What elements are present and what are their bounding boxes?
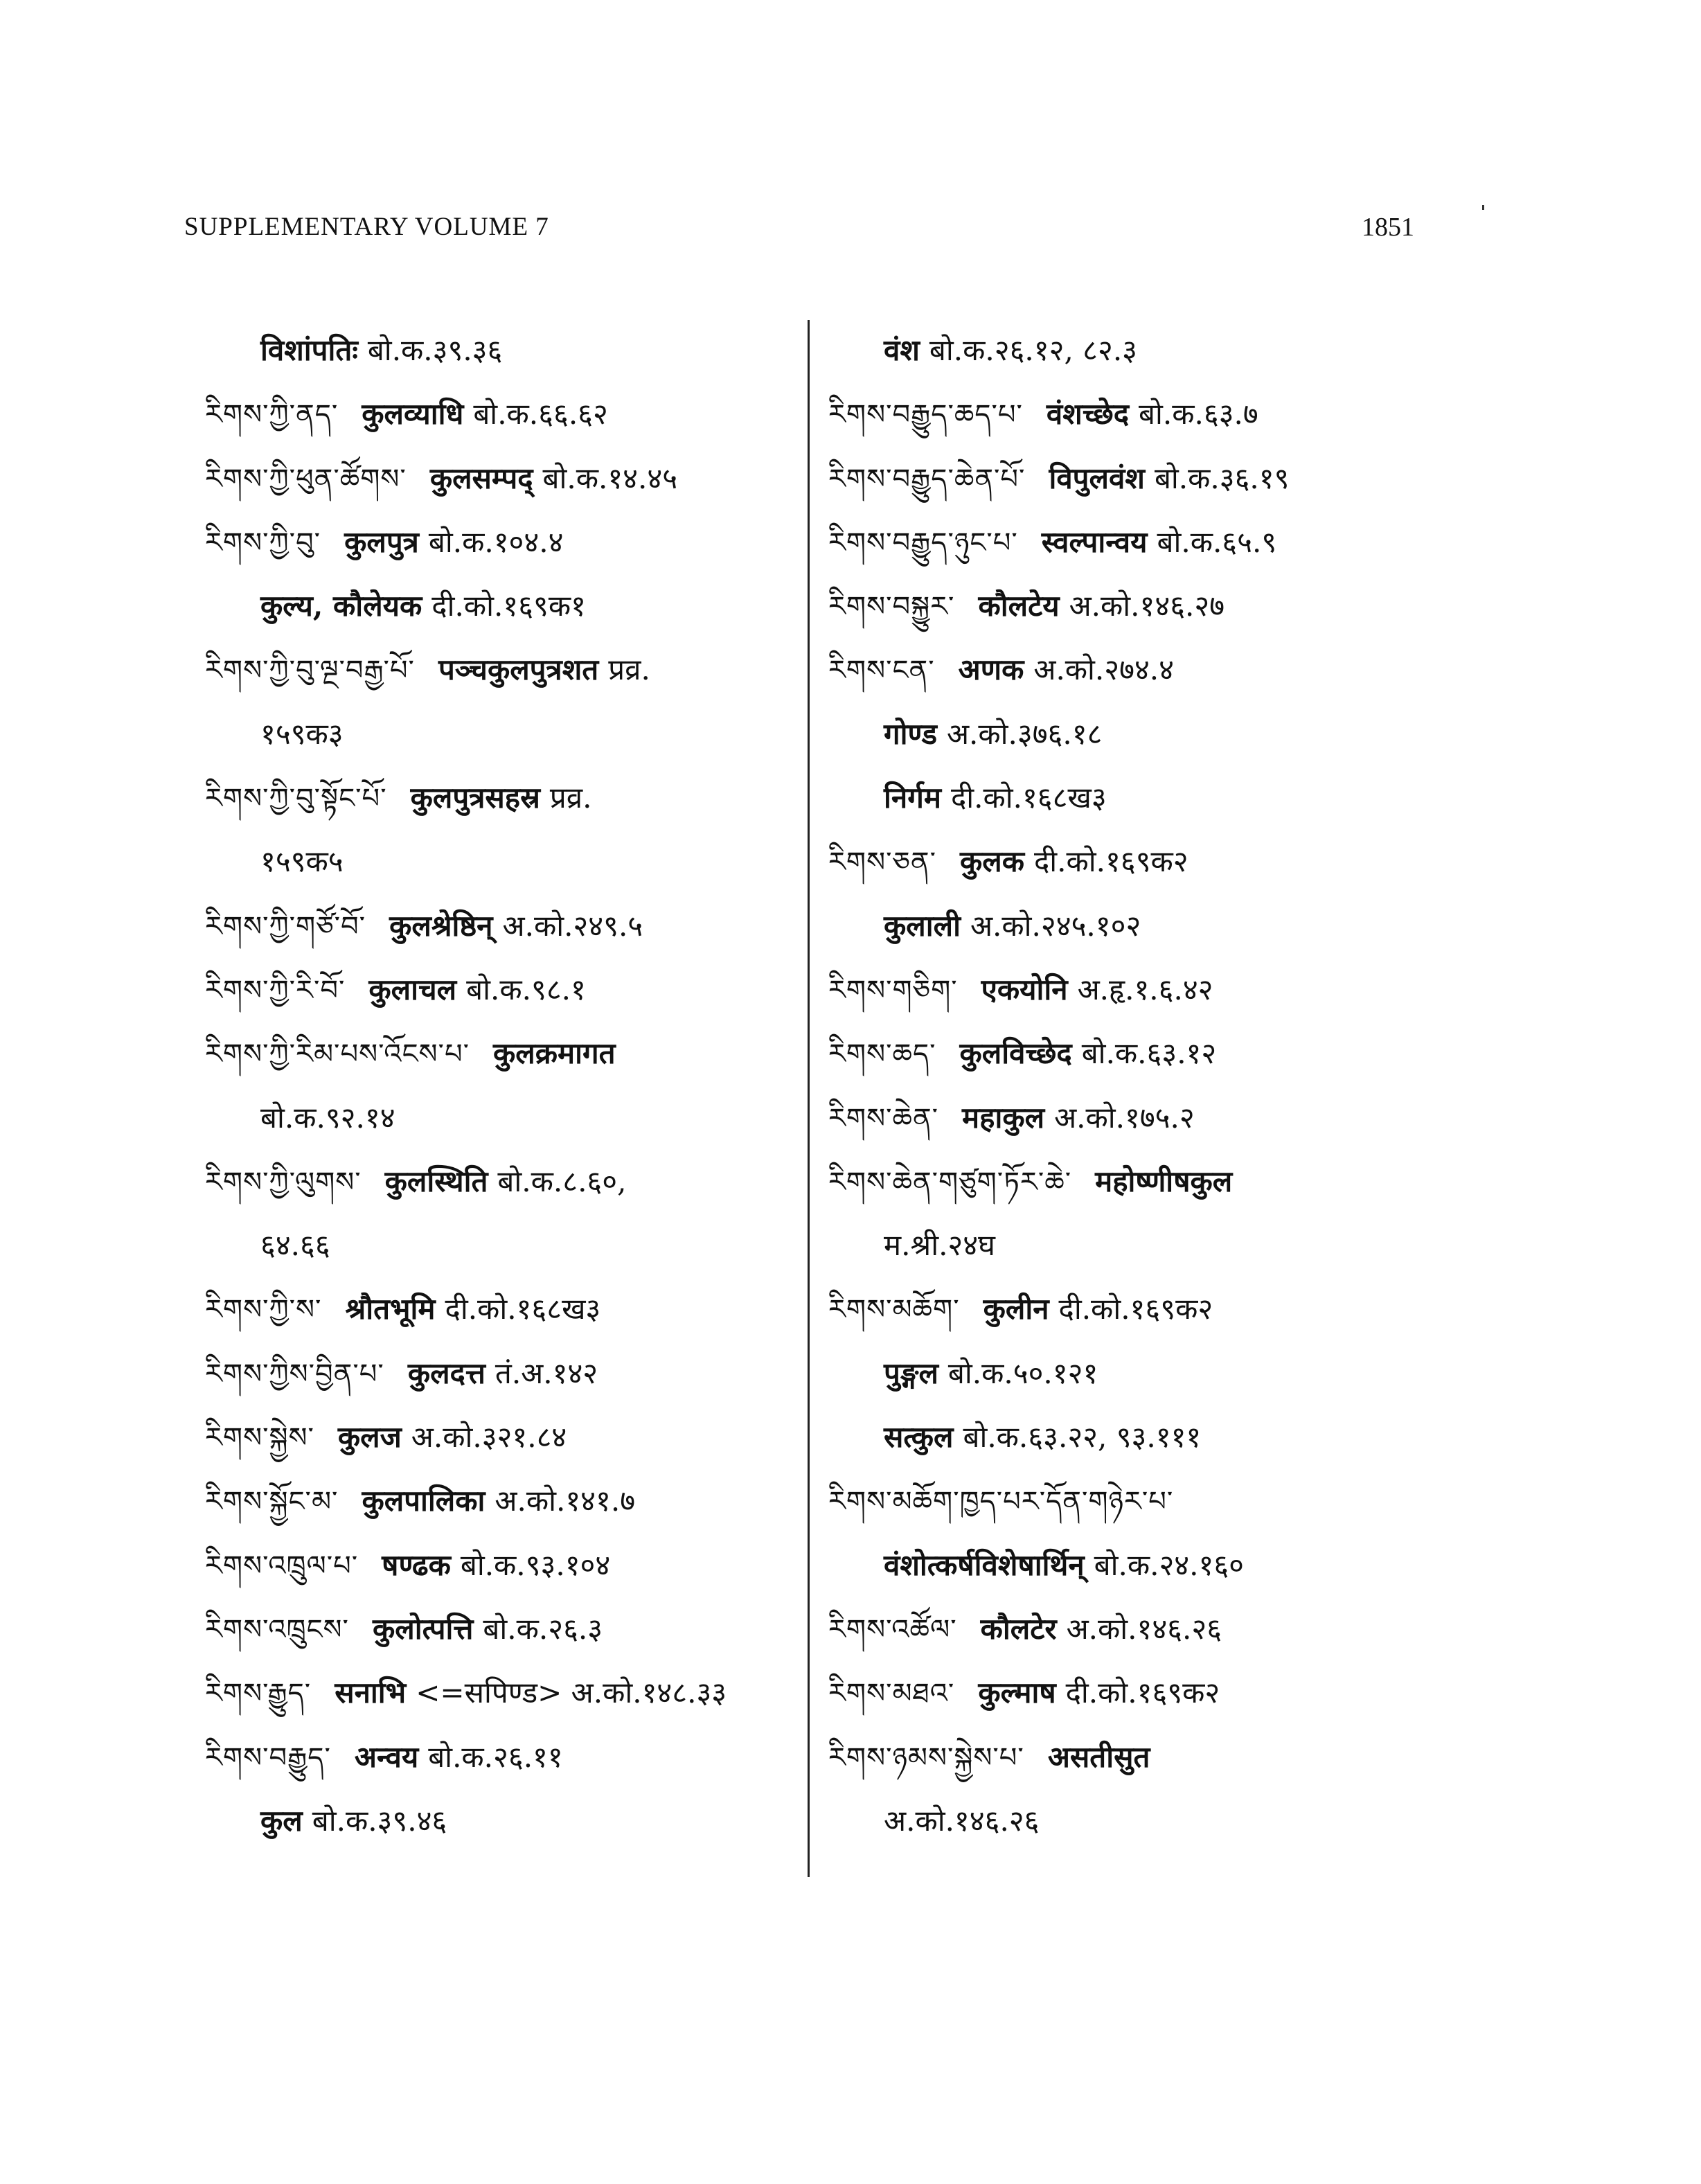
sanskrit-equivalent: महाकुल <box>962 1100 1045 1135</box>
dictionary-line <box>828 1214 1493 1277</box>
tibetan-headword: རིགས་བརྒྱུད་ཉུང་པ་ <box>828 526 1018 559</box>
source-reference: अ.को.२७४.४ <box>1033 652 1174 687</box>
dictionary-line <box>828 1086 1493 1150</box>
dictionary-line <box>828 447 1493 511</box>
source-reference: प्रव्र. <box>549 781 592 815</box>
source-reference: १५९क३ <box>260 716 344 751</box>
dictionary-line <box>828 319 1493 382</box>
tibetan-headword: རིགས་ཆེན་ <box>828 1102 939 1135</box>
dictionary-line <box>205 1086 801 1150</box>
source-reference: अ.को.१४६.२६ <box>1066 1611 1222 1646</box>
sanskrit-equivalent: अणक <box>958 652 1024 687</box>
tibetan-headword: རིགས་བརྒྱུད་ <box>205 1741 331 1774</box>
print-speck <box>1482 205 1484 210</box>
sanskrit-equivalent: वंशच्छेद <box>1046 397 1130 432</box>
dictionary-line <box>205 574 801 638</box>
source-reference: बो.क.२४.१६० <box>1094 1547 1245 1582</box>
source-reference: बो.क.२६.११ <box>428 1739 563 1774</box>
source-reference: बो.क.६६.६२ <box>473 397 608 432</box>
tibetan-headword: རིགས་འཚོལ་ <box>828 1613 957 1646</box>
sanskrit-equivalent: कुलाली <box>884 908 961 943</box>
dictionary-line <box>828 1022 1493 1085</box>
source-reference: बो.क.३६.१९ <box>1154 461 1290 495</box>
page-number: 1851 <box>1362 213 1414 242</box>
source-reference: बो.क.६५.९ <box>1157 524 1277 559</box>
sanskrit-equivalent: पुङ्गल <box>884 1356 938 1390</box>
dictionary-line <box>828 1725 1493 1789</box>
tibetan-headword: རིགས་བརྒྱུད་ཆད་པ་ <box>828 399 1023 432</box>
sanskrit-equivalent: गोण्ड <box>884 716 937 751</box>
sanskrit-equivalent: कुलदत्त <box>407 1356 486 1390</box>
dictionary-line <box>205 1342 801 1405</box>
sanskrit-equivalent: कुलज <box>337 1420 402 1455</box>
sanskrit-equivalent: श्रौतभूमि <box>345 1292 436 1326</box>
tibetan-headword: རིགས་ངན་ <box>828 655 935 687</box>
sanskrit-equivalent: स्वल्पान्वय <box>1041 524 1148 559</box>
sanskrit-equivalent: कुलोत्पत्ति <box>372 1611 474 1646</box>
dictionary-line <box>205 638 801 702</box>
source-reference: दी.को.१६९क२ <box>1058 1292 1213 1326</box>
source-reference: अ.को.२४९.५ <box>502 908 643 943</box>
dictionary-line <box>828 1342 1493 1405</box>
tibetan-headword: རིགས་ཀྱི་རིམ་པས་འོངས་པ་ <box>205 1038 470 1071</box>
dictionary-line <box>205 1789 801 1853</box>
source-reference: बो.क.८.६०, <box>497 1164 627 1198</box>
source-reference: बो.क.१४.४५ <box>542 461 678 495</box>
source-reference: दी.को.१६९क१ <box>431 589 586 623</box>
tibetan-headword: རིགས་རྒྱུད་ <box>205 1678 312 1710</box>
sanskrit-equivalent: कुलव्याधि <box>362 397 464 432</box>
sanskrit-equivalent: कुलपुत्र <box>344 524 419 559</box>
dictionary-line <box>828 1469 1493 1533</box>
dictionary-line <box>205 1022 801 1085</box>
tibetan-headword: རིགས་ཀྱི་ས་ <box>205 1294 322 1326</box>
sanskrit-equivalent: कुलसम्पद् <box>429 461 533 495</box>
source-reference: बो.क.९२.१४ <box>260 1100 395 1135</box>
sanskrit-equivalent: एकयोनि <box>981 972 1068 1006</box>
dictionary-line <box>205 511 801 574</box>
source-reference: <=सपिण्ड> अ.को.१४८.३३ <box>416 1676 727 1710</box>
dictionary-line <box>828 1405 1493 1469</box>
sanskrit-equivalent: कुलक्रमागत <box>493 1036 616 1071</box>
source-reference: ६४.६६ <box>260 1228 330 1263</box>
dictionary-line <box>828 1661 1493 1725</box>
sanskrit-equivalent: कुल्य, कौलेयक <box>260 589 422 623</box>
source-reference: बो.क.३९.३६ <box>367 333 503 367</box>
tibetan-headword: རིགས་ཀྱི་བུ་སྟོང་པོ་ <box>205 783 387 815</box>
dictionary-line <box>205 319 801 382</box>
dictionary-line <box>205 958 801 1022</box>
sanskrit-equivalent: षण्ढक <box>382 1547 451 1582</box>
source-reference: अ.को.३२१.८४ <box>411 1420 567 1455</box>
source-reference: बो.क.५०.१२१ <box>947 1356 1098 1390</box>
tibetan-headword: རིགས་ཀྱི་ཕུན་ཚོགས་ <box>205 463 407 495</box>
running-head: SUPPLEMENTARY VOLUME 7 <box>184 213 549 241</box>
source-reference: १५९क५ <box>260 844 344 879</box>
sanskrit-equivalent: कुल <box>260 1803 303 1838</box>
tibetan-headword: རིགས་འཁྲུངས་ <box>205 1613 349 1646</box>
sanskrit-equivalent: वंशोत्कर्षविशेषार्थिन् <box>884 1547 1085 1582</box>
source-reference: बो.क.३९.४६ <box>312 1803 447 1838</box>
dictionary-line <box>205 894 801 958</box>
dictionary-line <box>205 447 801 511</box>
source-reference: बो.क.६३.७ <box>1139 397 1258 432</box>
sanskrit-equivalent: कुलविच्छेद <box>959 1036 1072 1071</box>
dictionary-line <box>205 702 801 766</box>
tibetan-headword: རིགས་ཆད་ <box>828 1038 936 1071</box>
sanskrit-equivalent: कौलटेर <box>980 1611 1057 1646</box>
source-reference: अ.को.३७६.१८ <box>946 716 1103 751</box>
dictionary-line <box>828 574 1493 638</box>
tibetan-headword: རིགས་བརྒྱུད་ཆེན་པོ་ <box>828 463 1026 495</box>
dictionary-line <box>828 1277 1493 1341</box>
dictionary-line <box>205 1725 801 1789</box>
left-column <box>205 319 801 1853</box>
tibetan-headword: རིགས་བསྐྱུར་ <box>828 591 955 623</box>
sanskrit-equivalent: कुलक <box>960 844 1024 879</box>
source-reference: अ.को.१४१.७ <box>495 1484 636 1518</box>
source-reference: बो.क.२६.१२, ८२.३ <box>929 333 1138 367</box>
tibetan-headword: རིགས་ཀྱི་རི་བོ་ <box>205 974 346 1006</box>
dictionary-line <box>205 382 801 446</box>
sanskrit-equivalent: कुलस्थिति <box>384 1164 488 1198</box>
tibetan-headword: རིགས་ཉམས་སྐྱེས་པ་ <box>828 1741 1024 1774</box>
sanskrit-equivalent: कुलाचल <box>368 972 457 1006</box>
tibetan-headword: རིགས་མཆོག་ <box>828 1294 960 1326</box>
sanskrit-equivalent: विशांपतिः <box>260 333 358 367</box>
source-reference: दी.को.१६८ख३ <box>950 781 1107 815</box>
tibetan-headword: རིགས་ཀྱི་གཙོ་བོ་ <box>205 910 366 943</box>
dictionary-line <box>828 958 1493 1022</box>
sanskrit-equivalent: सत्कुल <box>884 1420 954 1455</box>
dictionary-line <box>828 766 1493 830</box>
tibetan-headword: རིགས་སྐྱོང་མ་ <box>205 1486 339 1518</box>
dictionary-line <box>205 1534 801 1597</box>
dictionary-line <box>828 511 1493 574</box>
source-reference: अ.को.१४६.२६ <box>884 1803 1040 1838</box>
source-reference: बो.क.१०४.४ <box>428 524 564 559</box>
sanskrit-equivalent: महोष्णीषकुल <box>1095 1164 1233 1198</box>
dictionary-line <box>828 1597 1493 1661</box>
dictionary-line <box>205 1277 801 1341</box>
source-reference: दी.को.१६९क२ <box>1034 844 1188 879</box>
dictionary-line <box>828 382 1493 446</box>
dictionary-line <box>205 1469 801 1533</box>
dictionary-line <box>828 1150 1493 1214</box>
sanskrit-equivalent: वंश <box>884 333 920 367</box>
sanskrit-equivalent: सनाभि <box>335 1676 407 1710</box>
tibetan-headword: རིགས་ཀྱི་བུ་ལྔ་བརྒྱ་པོ་ <box>205 655 415 687</box>
tibetan-headword: རིགས་སྐྱེས་ <box>205 1422 314 1455</box>
source-reference: तं.अ.१४२ <box>495 1356 598 1390</box>
dictionary-line <box>828 702 1493 766</box>
source-reference: बो.क.९३.१०४ <box>460 1547 611 1582</box>
sanskrit-equivalent: कौलटेय <box>978 589 1060 623</box>
tibetan-headword: རིགས་ཅན་ <box>828 846 936 879</box>
dictionary-line <box>205 830 801 894</box>
dictionary-line <box>828 1789 1493 1853</box>
tibetan-headword: རིགས་ཆེན་གཙུག་ཏོར་ཆེ་ <box>828 1166 1072 1198</box>
sanskrit-equivalent: निर्गम <box>884 781 941 815</box>
tibetan-headword: རིགས་ཀྱི་ལུགས་ <box>205 1166 362 1198</box>
tibetan-headword: རིགས་འཁྲུལ་པ་ <box>205 1550 359 1582</box>
source-reference: बो.क.९८.१ <box>466 972 586 1006</box>
sanskrit-equivalent: कुलपुत्रसहस्र <box>410 781 540 815</box>
dictionary-line <box>828 1534 1493 1597</box>
tibetan-headword: རིགས་གཅིག་ <box>828 974 958 1006</box>
sanskrit-equivalent: कुल्माष <box>978 1676 1056 1710</box>
source-reference: अ.को.१४६.२७ <box>1069 589 1225 623</box>
source-reference: अ.हृ.१.६.४२ <box>1077 972 1213 1006</box>
source-reference: दी.को.१६९क२ <box>1065 1676 1220 1710</box>
source-reference: दी.को.१६८ख३ <box>445 1292 601 1326</box>
dictionary-line <box>205 1214 801 1277</box>
dictionary-line <box>205 1150 801 1214</box>
dictionary-line <box>205 1661 801 1725</box>
source-reference: म.श्री.२४घ <box>884 1228 995 1263</box>
right-column <box>828 319 1493 1853</box>
dictionary-line <box>828 638 1493 702</box>
sanskrit-equivalent: कुलपालिका <box>362 1484 486 1518</box>
dictionary-line <box>205 1597 801 1661</box>
tibetan-headword: རིགས་ཀྱི་བུ་ <box>205 526 321 559</box>
source-reference: बो.क.६३.१२ <box>1081 1036 1217 1071</box>
source-reference: अ.को.२४५.१०२ <box>970 908 1141 943</box>
sanskrit-equivalent: कुलश्रेष्ठिन् <box>389 908 493 943</box>
source-reference: प्रव्र. <box>608 652 650 687</box>
dictionary-line <box>205 766 801 830</box>
source-reference: बो.क.६३.२२, ९३.१११ <box>963 1420 1202 1455</box>
source-reference: बो.क.२६.३ <box>483 1611 603 1646</box>
dictionary-line <box>828 830 1493 894</box>
source-reference: अ.को.१७५.२ <box>1054 1100 1195 1135</box>
dictionary-line <box>828 894 1493 958</box>
sanskrit-equivalent: असतीसुत <box>1047 1739 1150 1774</box>
dictionary-line <box>205 1405 801 1469</box>
column-divider <box>808 320 810 1877</box>
tibetan-headword: རིགས་ཀྱི་ནད་ <box>205 399 339 432</box>
sanskrit-equivalent: पञ्चकुलपुत्रशत <box>438 652 599 687</box>
sanskrit-equivalent: कुलीन <box>983 1292 1049 1326</box>
sanskrit-equivalent: विपुलवंश <box>1049 461 1145 495</box>
tibetan-headword: རིགས་ཀྱིས་བྱིན་པ་ <box>205 1358 384 1390</box>
tibetan-headword: རིགས་མཆོག་ཁྱད་པར་དོན་གཉེར་པ་ <box>828 1486 1174 1518</box>
sanskrit-equivalent: अन्वय <box>354 1739 419 1774</box>
tibetan-headword: རིགས་མཐའ་ <box>828 1678 955 1710</box>
